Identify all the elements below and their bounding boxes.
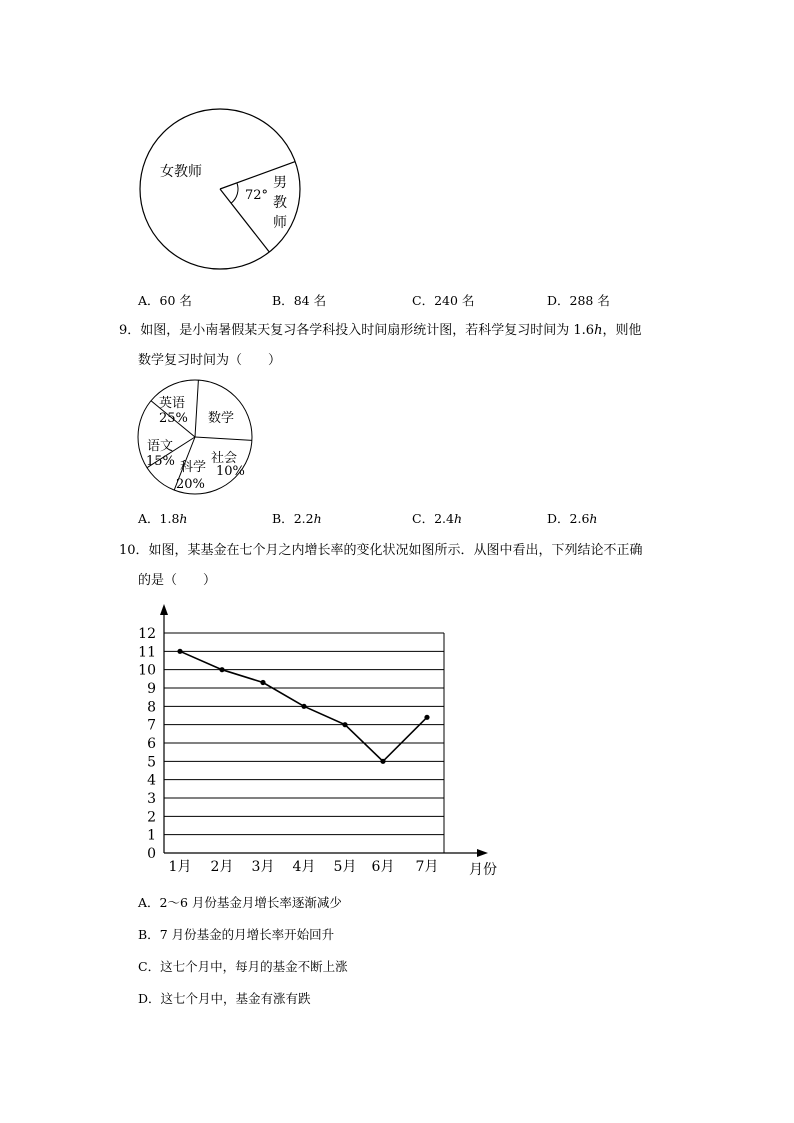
- q10-option-b[interactable]: B．7 月份基金的月增长率开始回升: [138, 927, 335, 942]
- teacher-pie-label-female: 女教师: [160, 164, 202, 180]
- y-tick-label-12: 12: [138, 626, 156, 642]
- x-tick-label-5: 5月: [333, 859, 357, 875]
- pie-boundary-english-math: [195, 380, 198, 437]
- x-axis-label: 月份: [469, 862, 497, 878]
- q9-stem-line1: 9．如图，是小南暑假某天复习各学科投入时间扇形统计图，若科学复习时间为 1.6h，则他: [119, 323, 642, 338]
- data-point-4: [301, 704, 306, 709]
- y-tick-label-3: 3: [147, 791, 156, 807]
- data-point-3: [260, 680, 265, 685]
- y-tick-label-2: 2: [147, 809, 156, 826]
- x-tick-label-7: 7月: [415, 859, 439, 875]
- x-tick-label-1: 1月: [168, 859, 192, 875]
- pie-boundary-math-social: [195, 437, 252, 440]
- q10-option-a[interactable]: A．2～6 月份基金月增长率逐渐减少: [138, 895, 342, 910]
- data-point-5: [342, 722, 347, 727]
- data-point-2: [219, 667, 224, 672]
- pie-percent-science: 20%: [176, 477, 205, 492]
- pie-label-social: 社会: [211, 451, 238, 466]
- pie-percent-chinese: 15%: [146, 454, 175, 469]
- y-tick-label-7: 7: [147, 717, 156, 734]
- q8-option-b[interactable]: B．84 名: [272, 293, 327, 308]
- y-axis-arrow: [160, 604, 168, 615]
- q9-option-d[interactable]: D．2.6h: [547, 511, 598, 526]
- x-tick-label-2: 2月: [210, 859, 234, 875]
- teacher-pie-angle-arc: [231, 183, 238, 203]
- data-point-7: [424, 715, 429, 720]
- y-tick-label-0: 0: [147, 846, 156, 862]
- q9-option-a[interactable]: A．1.8h: [138, 511, 188, 526]
- fund-growth-line-chart: [120, 600, 510, 890]
- pie-label-chinese: 语文: [147, 439, 174, 454]
- pie-label-science: 科学: [180, 460, 207, 475]
- q10-stem-line2: 的是（ ）: [138, 573, 217, 588]
- y-tick-label-11: 11: [138, 644, 156, 661]
- q8-option-d[interactable]: D．288 名: [547, 293, 610, 308]
- pie-label-english: 英语: [159, 396, 186, 411]
- q9-option-b[interactable]: B．2.2h: [272, 511, 322, 526]
- y-tick-label-4: 4: [147, 772, 156, 789]
- teacher-pie-label-male-3: 师: [273, 215, 287, 231]
- teacher-pie-angle-label: 72°: [245, 188, 269, 203]
- q10-option-d[interactable]: D．这七个月中，基金有涨有跌: [138, 991, 311, 1006]
- q9-stem-line2: 数学复习时间为（ ）: [138, 353, 282, 368]
- y-tick-label-9: 9: [147, 681, 156, 697]
- chart-y-tick-labels: [138, 626, 156, 862]
- q9-option-c[interactable]: C．2.4h: [412, 511, 463, 526]
- q8-option-a[interactable]: A．60 名: [138, 293, 192, 308]
- x-tick-label-4: 4月: [292, 859, 316, 875]
- y-tick-label-1: 1: [147, 827, 156, 844]
- pie-label-math: 数学: [208, 411, 235, 426]
- y-tick-label-6: 6: [147, 736, 156, 752]
- subject-pie-chart: [136, 378, 256, 498]
- pie-percent-english: 25%: [159, 411, 188, 426]
- q10-stem-line1: 10．如图，某基金在七个月之内增长率的变化状况如图所示．从图中看出，下列结论不正确: [119, 543, 643, 558]
- x-axis-arrow: [477, 849, 488, 857]
- q10-option-c[interactable]: C．这七个月中，每月的基金不断上涨: [138, 959, 348, 974]
- chart-axes: [160, 604, 488, 857]
- pie-percent-social: 10%: [216, 464, 245, 479]
- y-tick-label-5: 5: [147, 754, 156, 771]
- data-point-6: [380, 759, 385, 764]
- teacher-pie-label-male-2: 教: [273, 195, 287, 211]
- teacher-pie-chart: [138, 106, 308, 276]
- chart-x-tick-labels: [169, 859, 439, 875]
- teacher-pie-label-male-1: 男: [273, 175, 287, 191]
- q8-option-c[interactable]: C．240 名: [412, 293, 475, 308]
- x-tick-label-6: 6月: [371, 859, 395, 875]
- y-tick-label-10: 10: [138, 662, 156, 679]
- data-point-1: [177, 649, 182, 654]
- x-tick-label-3: 3月: [251, 859, 275, 875]
- y-tick-label-8: 8: [147, 699, 156, 716]
